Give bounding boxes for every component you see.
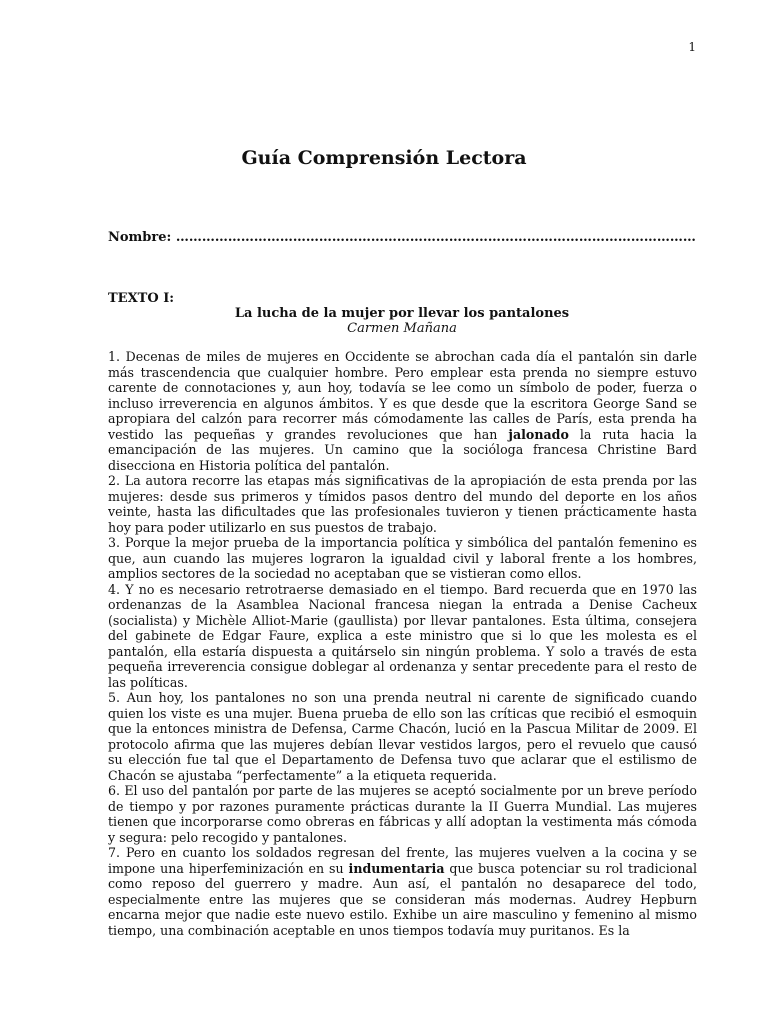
paragraph-5 <box>108 690 697 783</box>
paragraph-6-text: 6. El uso del pantalón por parte de las mujeres se aceptó socialmente por un breve período de tiempo y por razones puramente prácticas durante la II Guerra Mundial. Las mujeres tienen que incorporarse como obreras en fábricas y allí adoptan la vestimenta más cómoda y segura: pelo recogido y pantalones. <box>108 783 697 845</box>
name-dotted-line: ………………………………………………………………………………………………………… <box>175 230 696 245</box>
paragraph-7 <box>108 845 697 938</box>
document-title: Guía Comprensión Lectora <box>241 147 527 169</box>
page-number: 1 <box>688 40 696 54</box>
article-body <box>108 349 697 938</box>
paragraph-7-text: 7. Pero en cuanto los soldados regresan del frente, las mujeres vuelven a la cocina y se impone una hiperfeminización en su <box>108 845 697 876</box>
paragraph-2 <box>108 473 697 535</box>
paragraph-7-bold-term: indumentaria <box>348 860 445 876</box>
paragraph-2-text: 2. La autora recorre las etapas más significativas de la apropiación de esta prenda por las mujeres: desde sus primeros y tímidos pasos dentro del mundo del deporte en los años veinte, hasta las dificultades que las profesionales tuvieron y tienen prácticamente hasta hoy para poder utilizarlo en sus puestos de trabajo. <box>108 473 697 535</box>
name-label: Nombre: <box>108 230 172 245</box>
paragraph-7-text-end: que busca potenciar su rol tradicional como reposo del guerrero y madre. Aun así, el pantalón no desaparece del todo, especialmente entre las mujeres que se consideran más modernas. Audrey Hepburn encarna mejor que nadie este nuevo estilo. Exhibe un aire masculino y femenino al mismo tiempo, una combinación aceptable en unos tiempos todavía muy puritanos. Es la <box>108 860 697 938</box>
article-author: Carmen Mañana <box>347 321 457 336</box>
paragraph-1 <box>108 349 697 473</box>
text-section-label: TEXTO I: <box>108 291 175 306</box>
paragraph-4-text: 4. Y no es necesario retrotraerse demasiado en el tiempo. Bard recuerda que en 1970 las ordenanzas de la Asamblea Nacional francesa niegan la entrada a Denise Cacheux (socialista) y Michèle Alliot-Marie (gaullista) por llevar pantalones. Esta última, consejera del gabinete de Edgar Faure, explica a este ministro que si lo que les molesta es el pantalón, ella estaría dispuesta a quitárselo sin ningún problema. Y solo a través de esta pequeña irreverencia consigue doblegar al ordenanza y sentar precedente para el resto de las políticas. <box>108 581 697 690</box>
paragraph-3-text: 3. Porque la mejor prueba de la importancia política y simbólica del pantalón femenino es que, aun cuando las mujeres lograron la igualdad civil y laboral frente a los hombres, amplios sectores de la sociedad no aceptaban que se vistieran como ellos. <box>108 535 697 581</box>
name-field <box>108 230 696 245</box>
paragraph-6 <box>108 783 697 845</box>
paragraph-1-text-end: la ruta hacia la emancipación de las mujeres. Un camino que la socióloga francesa Christine Bard disecciona en Historia política del pantalón. <box>108 426 697 473</box>
article-title: La lucha de la mujer por llevar los pantalones <box>234 306 570 321</box>
paragraph-4 <box>108 582 697 691</box>
paragraph-1-bold-term: jalonado <box>508 426 569 442</box>
paragraph-1-text: 1. Decenas de miles de mujeres en Occidente se abrochan cada día el pantalón sin darle más trascendencia que cualquier hombre. Pero emplear esta prenda no siempre estuvo carente de connotaciones y, aun hoy, todavía se lee como un símbolo de poder, fuerza o incluso irreverencia en algunos ámbitos. Y es que desde que la escritora George Sand se apropiara del calzón para recorrer más cómodamente las calles de París, esta prenda ha vestido las pequeñas y grandes revoluciones que han <box>108 349 697 442</box>
paragraph-3 <box>108 535 697 582</box>
paragraph-5-text: 5. Aun hoy, los pantalones no son una prenda neutral ni carente de significado cuando quien los viste es una mujer. Buena prueba de ello son las críticas que recibió el esmoquin que la entonces ministra de Defensa, Carme Chacón, lució en la Pascua Militar de 2009. El protocolo afirma que las mujeres debían llevar vestidos largos, pero el revuelo que causó su elección fue tal que el Departamento de Defensa tuvo que aclarar que el estilismo de Chacón se ajustaba “perfectamente” a la etiqueta requerida. <box>108 690 697 783</box>
